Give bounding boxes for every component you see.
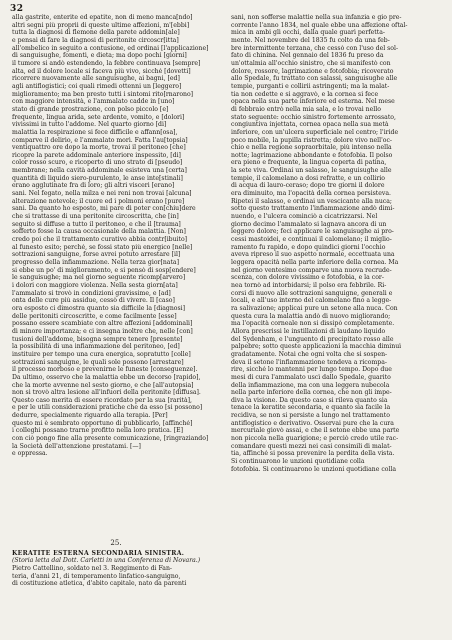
text-line: ora esposto ci dimostra quanto sia difficile la [diagnosi] [12, 304, 186, 312]
text-line: la Società dell'attenzione prestatami. [—] [12, 442, 141, 450]
text-line: quantità di liquido siero-purulento, le anse inte[stinali] [12, 174, 183, 182]
text-line: tempie, purganti e collirii astringenti; ma la malat- [231, 82, 390, 90]
text-line: la sete viva. Ordinai un salasso, le sanguisughe alle [231, 167, 392, 175]
text-line: recidiva, se non si persiste a lungo nel trattamento [231, 412, 390, 420]
text-line: deva il setone l'infiammazione tendeva a ricompa- [231, 358, 387, 366]
text-line: tempie, il calomelano a dosi refratte, e un collirio [231, 174, 385, 182]
text-line: fato di chinina. Nel gennaio del 1836 fu preso da [231, 52, 384, 60]
text-line: antiflogistico e derivativo. Osservai pure che la cura [231, 419, 394, 427]
text-line: tia, affinché si possa prevenire la perdita della vista. [231, 450, 395, 458]
text-line: dedurre, specialmente riguardo alla terapia. [Per] [12, 412, 168, 420]
text-line: che si trattasse di una peritonite circoscritta, che [in] [12, 213, 179, 221]
text-line: Pietro Cattellino, soldato nel 3. Reggimento di Fan- [12, 564, 172, 572]
text-line: ricopre la parete addominale anteriore inspessito, [di] [12, 151, 181, 159]
text-line: gradatamente. Notai che ogni volta che si sospen- [231, 350, 388, 358]
text-line: agli antiflogistici; coi quali rimedi ottenni un [leggero] [12, 82, 182, 90]
text-line: e oppressa. [12, 450, 48, 458]
text-line: seguito si diffuse a tutto il peritoneo, e che il [trauma] [12, 220, 181, 228]
text-line: con ciò pongo fine alla presente comunicazione, [ringraziando] [12, 435, 209, 443]
page-number: 32 [10, 4, 24, 14]
text-line: ma l'opacità corneale non si dissipò completamente. [231, 320, 395, 328]
text-line: dolore, rossore, lagrimazione e fotofobia; ricoverato [231, 67, 394, 75]
text-line: i colleghi possano trarne profitto nella loro pratica. [E] [12, 427, 184, 435]
text-line: e pensai di fare la diagnosi di peritonite circoscr[itta] [12, 36, 179, 44]
text-line: tusioni dell'addome, bisogna sempre tenere [presente] [12, 335, 183, 343]
text-line: mercuriale giovò assai, e che il setone ebbe una parte [231, 427, 400, 435]
text-line: onta delle cure più assidue, cessò di vivere. Il [caso] [12, 297, 175, 305]
text-line: teria, d'anni 21, di temperamento linfatico-sanguigno, [12, 572, 181, 580]
text-line: questo mi è sembrato opportuno di pubblicarlo, [affinché] [12, 419, 193, 427]
text-line: nel giorno ventesimo comparve una nuova recrude- [231, 266, 392, 274]
text-line: inferiore, con un'ulcera superficiale nel centro; l'iride [231, 128, 399, 136]
text-line: chio e nella regione sopraorbitale, più intenso nella [231, 144, 392, 152]
text-line: ricorrere nuovamente alle sanguisughe, ai bagni, [ed] [12, 75, 180, 83]
text-line: Si continuarono le unzioni quotidiane colla [231, 458, 365, 466]
text-line: vivissimi in tutto l'addome. Nel quarto giorno [di] [12, 121, 167, 129]
text-line: questa cura la malattia andò di nuovo migliorando; [231, 312, 391, 320]
text-line: alterazione notevole; il cuore ed i polmoni erano [pure] [12, 197, 185, 205]
text-line: al funesto esito; perché, se fossi stato più energico [nelle] [12, 243, 193, 251]
text-line: di minore importanza; e ci insegna inoltre che, nelle [con] [12, 327, 193, 335]
text-line: il tumore si andò estendendo, la febbre continuava [sempre] [12, 59, 201, 67]
text-line: i dolori con maggiore violenza. Nella sesta giorn[ata] [12, 281, 178, 289]
text-line: comandare questi mezzi nei casi consimili di malat- [231, 442, 392, 450]
text-line: notte; lagrimazione abbondante e fotofobia. Il polso [231, 151, 393, 159]
text-line: tutta la diagnosi di flemone della parete addomin[ale] [12, 29, 180, 37]
text-line: scenza, con dolore vivissimo e fotofobia, e la cor- [231, 274, 384, 282]
text-line: di acqua di lauro-ceraso; dopo tre giorni il dolore [231, 182, 385, 190]
text-line: diva la visione. Da questo caso si rileva quanto sia [231, 396, 388, 404]
text-line: delle peritoniti circoscritte, e come facilmente [esse] [12, 312, 177, 320]
text-line: sottrazioni sanguigne, forse avrei potuto arrestare [il] [12, 251, 181, 259]
text-line: malattia la respirazione si fece difficile e affann[osa], [12, 128, 178, 136]
text-line: sani. Nel fegato, nella milza e nei reni non trovai [alcuna] [12, 190, 192, 198]
text-line: sottrazioni sanguigne, le quali sole possono [arrestare] [12, 358, 184, 366]
text-line: miglioramento; ma ben presto tutti i sintomi rito[rnarono] [12, 90, 194, 98]
text-line: progresso della infiammazione. Nella terza gior[nata] [12, 259, 179, 266]
text-line: aveva ripreso il suo aspetto normale, eccettuata una [231, 251, 395, 259]
text-line: era pieno e frequente, la lingua coperta di patina, [231, 159, 387, 167]
text-line: la possibilità di una infiammazione del peritoneo, [ed] [12, 343, 180, 351]
text-line: credo poi che il trattamento curativo abbia contr[ibuito] [12, 236, 188, 244]
text-line: che la morte avvenne nel sesto giorno, e che [all'autopsia] [12, 381, 194, 389]
text-line: sotto questo trattamento l'infiammazione andò dimi- [231, 205, 395, 213]
text-line: allo Spedale, fu trattato con salassi, sanguisughe alle [231, 75, 398, 83]
text-line: poco mobile, la pupilla ristretta; dolore vivo nell'oc- [231, 136, 393, 144]
text-line: altri segni più proprii di queste ultime affezioni, m'[ebbi] [12, 21, 190, 29]
text-line: non si trovò altra lesione all'infuori della peritonite [diffusa]. [12, 389, 201, 397]
text-line: fotofobia. Si continuarono le unzioni quotidiane colla [231, 465, 397, 473]
text-line: l'ammalato si trovò in condizioni gravissime, e [ad] [12, 289, 171, 297]
section-body [12, 565, 220, 588]
text-line: nuendo, e l'ulcera cominciò a cicatrizzarsi. Nel [231, 213, 378, 221]
text-line: Ripetei il salasso, e ordinai un vescicante alla nuca; [231, 197, 392, 205]
text-line: alta, ed il dolore locale si faceva più vivo, sicché [dovetti] [12, 67, 191, 75]
text-line: e per le utili considerazioni pratiche che da esso [si possono] [12, 404, 203, 412]
text-line: della infiammazione, ma con una leggera nubecola [231, 381, 390, 389]
section-note: (Storia letta dal Dott. Carletti in una Conferenza di Novara.) [12, 557, 201, 565]
text-line: ramento fu rapido, e dopo quindici giorni l'occhio [231, 243, 386, 251]
text-line: comparve il delirio, e l'ammalato morì. Fatta l'au[topsia] [12, 136, 188, 144]
text-line: palpebre; sotto queste applicazioni la macchia diminuì [231, 343, 402, 351]
text-line: cessi mastoidei, e continuai il calomelano; il miglio- [231, 236, 392, 244]
text-line: all'ombelico in seguito a contusione, ed ordinai [l'applicazione] [12, 44, 209, 52]
text-line: bre intermittente terzana, che cessò con l'uso del sol- [231, 44, 399, 52]
text-line: un'ottalmia all'occhio sinistro, che si manifestò con [231, 59, 391, 67]
section-number: 25. [110, 539, 122, 547]
text-line: rire, sicché lo mantenni per lungo tempo. Dopo due [231, 366, 392, 374]
text-line: stato di grande prostrazione, con polso piccolo [e] [12, 105, 169, 113]
text-line: Allora prescrissi le instillazioni di laudano liquido [231, 327, 386, 335]
text-line: di febbraio entrò nella mia sala, e lo trovai nello [231, 105, 381, 113]
text-line: sofferto fosse la causa occasionale della malattia. [Non] [12, 228, 186, 236]
text-line: mente. Nel novembre del 1835 fu colto da una feb- [231, 36, 390, 44]
text-line: erano agglutinate fra di loro; gli altri visceri [erano] [12, 182, 175, 190]
text-line: nella parte inferiore della cornea, che non gli impe- [231, 389, 392, 397]
text-line: corrente l'anno 1834, nel quale ebbe una affezione oftal- [231, 21, 408, 29]
section-title: KERATITE ESTERNA SECONDARIA SINISTRA. [12, 549, 185, 557]
text-line: di sanguisughe, fomenti, e dieta; ma dopo pochi [giorni] [12, 52, 187, 60]
text-line: Questo caso merita di essere ricordato per la sua [rarità], [12, 396, 192, 404]
text-line: con maggiore intensità, e l'ammalato cadde in [uno] [12, 98, 175, 106]
text-line: instituire per tempo una cura energica, sopratutto [colle] [12, 350, 191, 358]
text-line: frequente, lingua arida, sete ardente, vomito, e [dolori] [12, 113, 185, 121]
text-line: membrane; nella cavità addominale esisteva una [certa] [12, 167, 187, 175]
text-line: color rosso scuro, e ricoperto di uno strato di [pseudo] [12, 159, 183, 167]
text-line: il processo morboso e prevenirne le funeste [conseguenze]. [12, 366, 198, 374]
text-line: sani, non sofferse malattie nella sua infanzia e gio pre- [231, 14, 402, 21]
text-line: mesi di cura l'ammalato uscì dallo Spedale, guarito [231, 373, 391, 381]
text-line: leggero dolore; feci applicare le sanguisughe ai pro- [231, 228, 394, 236]
text-line: del Sydenham, e l'unguento di precipitato rosso alle [231, 335, 394, 343]
section-25 [12, 540, 220, 588]
text-line: mica in ambi gli occhi, dalla quale guarì perfetta- [231, 29, 385, 37]
text-line: ra salivazione; applicai pure un setone alla nuca. Con [231, 304, 398, 312]
text-line: alla gastrite, enterite ed epatite, non di meno manca[ndo] [12, 14, 193, 21]
text-line: di costituzione atletica, d'abito capitale, nato da parenti [12, 580, 187, 588]
text-line: congiuntiva injettata, cornea opaca nella sua metà [231, 121, 389, 129]
text-line: leggera opacità nella parte inferiore della cornea. Ma [231, 259, 399, 266]
left-column [12, 14, 220, 458]
text-line: tia non cedette e si aggravò, e la cornea si fece [231, 90, 379, 98]
text-line: tenace la keratite secondaria, e quanto sia facile la [231, 404, 391, 412]
text-line: sani. Da quanto ho esposto, mi pare di poter con[chiu]dere [12, 205, 196, 213]
text-line: si ebbe un po' di miglioramento, e si pensò di sosp[endere] [12, 266, 196, 274]
text-line: locali, e all'uso interno del calomelano fino a legge- [231, 297, 392, 305]
text-line: le sanguisughe; ma nel giorno seguente ricomp[arvero] [12, 274, 186, 282]
right-column [231, 14, 439, 473]
text-line: ventiquattro ore dopo la morte, trovai il peritoneo [che] [12, 144, 186, 152]
text-line: non piccola nella guarigione; e perciò credo utile rac- [231, 435, 399, 443]
text-line: stato seguente: occhio sinistro fortemente arrossato, [231, 113, 396, 121]
text-line: possano essere scambiate con altre affezioni [addominali] [12, 320, 193, 328]
text-line: opaca nella sua parte inferiore ed esterna. Nel mese [231, 98, 395, 106]
text-line: Da ultimo, osservo che la malattia ebbe un decorso [rapido], [12, 373, 201, 381]
text-line: nea tornò ad intorbidarsi; il polso era febbrile. Ri- [231, 281, 387, 289]
text-line: era diminuito, ma l'opacità della cornea persisteva. [231, 190, 391, 198]
text-line: giorno decimo l'ammalato si lagnava ancora di un [231, 220, 387, 228]
text-line: corsi di nuovo alle sottrazioni sanguigne, generali e [231, 289, 393, 297]
